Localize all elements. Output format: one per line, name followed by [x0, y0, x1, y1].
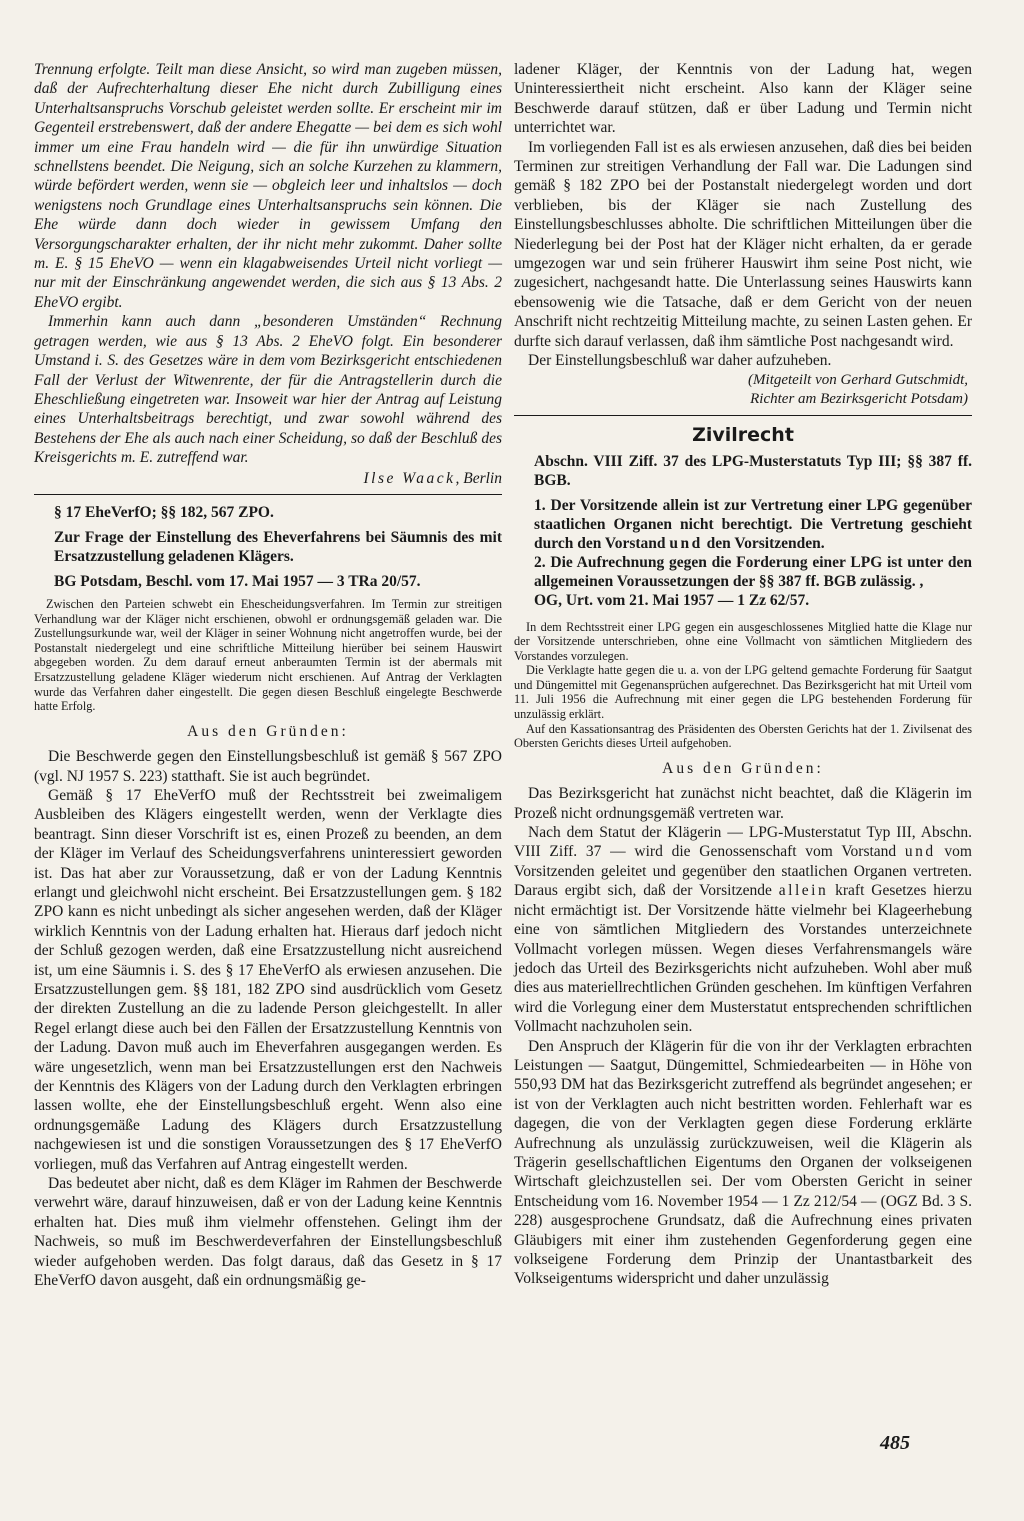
- right-column: [514, 60, 972, 1289]
- headnote-mark: ,: [919, 572, 924, 590]
- case-citation: OG, Urt. vom 21. Mai 1957 — 1 Zz 62/57.: [534, 591, 810, 609]
- case-statutes: Abschn. VIII Ziff. 37 des LPG-Musterstatuts Typ III; §§ 387 ff. BGB.: [534, 452, 972, 489]
- author-name: Ilse Waack: [363, 469, 456, 487]
- case-headnote: Zur Frage der Einstellung des Eheverfahrens bei Säumnis des mit Ersatzzustellung geladenen Klägers.: [54, 528, 502, 565]
- body-emphasis: allein: [778, 882, 829, 900]
- case-headnote: [514, 553, 972, 591]
- credit-line: (Mitgeteilt von Gerhard Gutschmidt,: [748, 371, 968, 388]
- body-paragraph: Den Anspruch der Klägerin für die von ihr der Verklagten erbrachten Leistungen — Saatgut, Düngemittel, Schmiedearbeiten — in Höhe von 550,93 DM hat das Bezirksgericht zutreffend als begründet angesehen; er ist von der Verklagten auch nicht bestritten worden. Fehlerhaft war es dagegen, die von der Verklagten gegen diese Forderung erklärte Aufrechnung als unzulässig zurückzuweisen, weil die Klägerin als Trägerin gesellschaftlichen Eigentums den Organen der volkseigenen Wirtschaft gleichzustellen sei. Der vom Obersten Gericht in seiner Entscheidung vom 16. November 1954 — 1 Zz 212/54 — (OGZ Bd. 3 S. 228) ausgesprochene Grundsatz, daß die Aufrechnung eines privaten Gläubigers mit einer ihm zustehenden Gegenforderung gegen eine volkseigene Forderung dem Prinzip der Unantastbarkeit des Volkseigentums widerspricht und daher unzulässig: [514, 1037, 972, 1288]
- case-citation: BG Potsdam, Beschl. vom 17. Mai 1957 — 3 TRa 20/57.: [54, 572, 421, 590]
- body-text: Nach dem Statut der Klägerin — LPG-Musterstatut Typ III, Abschn. VIII Ziff. 37 — wird die Genossenschaft vom Vorstand: [514, 824, 972, 861]
- author-city: , Berlin: [455, 469, 502, 487]
- body-text: kraft Gesetzes hierzu nicht ermächtigt ist. Der Vorsitzende hätte vielmehr bei Klageerhebung eine von sämtlichen Mitgliedern des Vorstandes unterzeichnete Vollmacht vorlegen müssen. Wegen dieses Verfahrensmangels wäre jedoch das Urteil des Bezirksgerichts nicht aufzuheben. Wohl aber muß dies aus materiellrechtlichen Gründen geschehen. Im künftigen Verfahren wird die Vorlegung einer dem Musterstatut entsprechenden schriftlichen Vollmacht nachzuholen sein.: [514, 882, 972, 1036]
- case-facts: In dem Rechtsstreit einer LPG gegen ein ausgeschlossenes Mitglied hatte die Klage nur der Vorsitzende unterschrieben, ohne eine Vollmacht von sämtlichen Mitgliedern des Vorstandes vorzulegen.: [514, 619, 972, 663]
- body-text: vom Vorsitzenden geleitet und gegenüber den staatlichen Organen vertreten. Daraus ergibt sich, daß der Vorsitzende: [514, 843, 972, 900]
- body-paragraph: [514, 823, 972, 1036]
- section-divider: [34, 494, 502, 495]
- intro-paragraph: Immerhin kann auch dann „besonderen Umständen“ Rechnung getragen werden, wie aus § 13 Abs. 2 EheVO folgt. Ein besonderer Umstand i. S. des Gesetzes wäre in dem vom Bezirksgericht entschiedenen Fall der Verlust der Witwenrente, der für die Antragstellerin durch die Eheschließung eingetreten war. Insoweit war hier der Antrag auf Leistung eines Unterhaltsbeitrags berechtigt, und zwar sowohl während des Bestehens der Ehe als auch nach einer Scheidung, so daß der Beschluß des Kreisgerichts m. E. zutreffend war.: [34, 313, 502, 467]
- body-paragraph: Im vorliegenden Fall ist es als erwiesen anzusehen, daß dies bei beiden Terminen zur streitigen Verhandlung der Fall war. Die Ladungen sind gemäß § 182 ZPO bei der Postanstalt niedergelegt worden und dort verblieben, bis der Kläger sie nach Zustellung des Einstellungsbeschlusses abholte. Die schriftlichen Mitteilungen über die Niederlegung bei der Post hat der Kläger nicht erhalten, da er gerade umgezogen war und sein früherer Hauswirt ihm seine Post nicht, wie zugesichert, nachgesandt hatte. Die Unterlassung seines Hauswirts kann ebensowenig wie die Tatsache, daß er dem Gericht von der neuen Anschrift nicht rechtzeitig Mitteilung machte, zu seinen Lasten gehen. Er durfte sich darauf verlassen, daß ihm sämtliche Post nachgesandt wird.: [514, 138, 972, 350]
- reasons-heading: Aus den Gründen:: [187, 722, 349, 740]
- section-title: Zivilrecht: [692, 423, 794, 446]
- credit-line: Richter am Bezirksgericht Potsdam): [750, 390, 968, 407]
- case-facts: Auf den Kassationsantrag des Präsidenten des Obersten Gerichts hat der 1. Zivilsenat des Obersten Gerichts dieses Urteil aufgehoben.: [514, 721, 972, 751]
- body-emphasis: und: [904, 843, 936, 861]
- case-statutes: § 17 EheVerfO; §§ 182, 567 ZPO.: [54, 503, 274, 521]
- case-headnote: [514, 496, 972, 553]
- headnote-text: den Vorsitzenden.: [702, 534, 825, 552]
- headnote-text: 1. Der Vorsitzende allein ist zur Vertretung einer LPG gegenüber staatlichen Organen nicht berechtigt. Die Vertretung geschieht durch den Vorstand: [534, 496, 972, 552]
- headnote-emphasis: und: [669, 534, 703, 552]
- body-paragraph: Das Bezirksgericht hat zunächst nicht beachtet, daß die Klägerin im Prozeß nicht ordnungsgemäß vertreten war.: [514, 785, 972, 822]
- headnote-text: 2. Die Aufrechnung gegen die Forderung einer LPG ist unter den allgemeinen Voraussetzungen der §§ 387 ff. BGB zulässig.: [534, 553, 972, 590]
- body-paragraph: ladener Kläger, der Kenntnis von der Ladung hat, wegen Uninteressiertheit nicht erscheint. Also kann der Kläger seine Beschwerde darauf stützen, daß er über Ladung und Termin nicht unterrichtet war.: [514, 61, 972, 137]
- left-column: [34, 60, 502, 1290]
- intro-paragraph: Trennung erfolgte. Teilt man diese Ansicht, so wird man zugeben müssen, daß der Aufrechterhaltung dieser Ehe nicht durch Zubilligung eines Unterhaltsanspruchs Vorschub geleistet werden sollte. Er erscheint mir im Gegenteil erstrebenswert, daß der andere Ehegatte — bei dem es sich wohl immer um eine Frau handeln wird — die für ihn unwürdige Situation schnellstens beendet. Die Neigung, sich an solche Kurzehen zu klammern, würde befördert werden, wenn sie — obgleich leer und inhaltslos — doch wenigstens noch Grundlage eines Unterhaltsanspruchs sein können. Die Ehe würde dann doch wieder in gewissem Umfang den Versorgungscharakter erhalten, der ihr nicht mehr zukommt. Daher sollte m. E. § 15 EheVO — wenn ein klagabweisendes Urteil nicht vorliegt — nur mit der Einschränkung angewendet werden, die sich aus § 13 Abs. 2 EheVO ergibt.: [34, 61, 502, 311]
- case-facts: Zwischen den Parteien schwebt ein Ehescheidungsverfahren. Im Termin zur streitigen Verhandlung war der Kläger nicht erschienen, obwohl er ordnungsgemäß geladen war. Die Zustellungsurkunde war, weil der Kläger in seiner Wohnung nicht angetroffen wurde, bei der Postanstalt niedergelegt und eine schriftliche Mitteilung hierüber bei seinem Hauswirt abgegeben worden. Zu dem darauf erneut anberaumten Termin ist der abermals mit Ersatzzustellung geladene Kläger wiederum nicht erschienen. Auf Antrag der Verklagten wurde das Verfahren daher eingestellt. Die gegen diesen Beschluß eingelegte Beschwerde hatte Erfolg.: [34, 596, 502, 714]
- section-divider: [514, 415, 972, 416]
- author-signature: [34, 469, 502, 488]
- body-paragraph: Das bedeutet aber nicht, daß es dem Kläger im Rahmen der Beschwerde verwehrt wäre, darauf hinzuweisen, daß er von der Ladung keine Kenntnis erhalten hat. Dies muß ihm vielmehr offenstehen. Gelingt ihm der Nachweis, so muß im Beschwerdeverfahren der Einstellungsbeschluß wieder aufgehoben werden. Das folgt daraus, daß das Gesetz in § 17 EheVerfO davon ausgeht, daß ein ordnungsmäßig ge-: [34, 1175, 502, 1290]
- body-paragraph: Gemäß § 17 EheVerfO muß der Rechtsstreit bei zweimaligem Ausbleiben des Klägers eingestellt werden, wenn der Verklagte dies beantragt. Sinn dieser Vorschrift ist es, einen Prozeß zu beenden, an dem der Kläger im Verlauf des Scheidungsverfahrens uninteressiert geworden ist. Das hat aber zur Voraussetzung, daß er von der Ladung Kenntnis erlangt und gleichwohl nicht erscheint. Bei Ersatzzustellungen gem. § 182 ZPO kann es nicht unbedingt als sicher angesehen werden, daß der Kläger wirklich Kenntnis von der Ladung erhalten hat. Hieraus darf jedoch nicht der Schluß gezogen werden, daß eine Ersatzzustellung nicht ausreichend ist, um eine Säumnis i. S. des § 17 EheVerfO als erwiesen anzusehen. Die Ersatzzustellungen gem. §§ 181, 182 ZPO sind ausdrücklich vom Gesetz der direkten Zustellung an die zu ladende Person gleichgestellt. In aller Regel erlangt diese auch bei den Fällen der Ersatzzustellung Kenntnis von der Ladung. Davon muß auch im Eheverfahren ausgegangen werden. Es wäre ungesetzlich, wenn man bei Ersatzzustellungen erst den Nachweis der Kenntnis des Klägers von der Ladung durch den Verklagten erbringen lassen wollte, ehe der Einstellungsbeschluß ergeht. Wenn also eine ordnungsgemäße Ladung des Klägers durch Ersatzzustellung nachgewiesen ist und die sonstigen Voraussetzungen des § 17 EheVerfO vorliegen, muß das Verfahren auf Antrag eingestellt werden.: [34, 786, 502, 1173]
- reasons-heading: Aus den Gründen:: [662, 759, 824, 777]
- body-paragraph: Die Beschwerde gegen den Einstellungsbeschluß ist gemäß § 567 ZPO (vgl. NJ 1957 S. 223) statthaft. Sie ist auch begründet.: [34, 748, 502, 785]
- page-number: 485: [880, 1432, 910, 1454]
- body-paragraph: Der Einstellungsbeschluß war daher aufzuheben.: [528, 352, 832, 370]
- case-facts: Die Verklagte hatte gegen die u. a. von der LPG geltend gemachte Forderung für Saatgut und Düngemittel mit Gegenansprüchen aufgerechnet. Das Bezirksgericht hat mit Urteil vom 11. Juli 1956 die Aufrechnung mit einer gegen die LPG bestehenden Forderung für unzulässig erklärt.: [514, 663, 972, 722]
